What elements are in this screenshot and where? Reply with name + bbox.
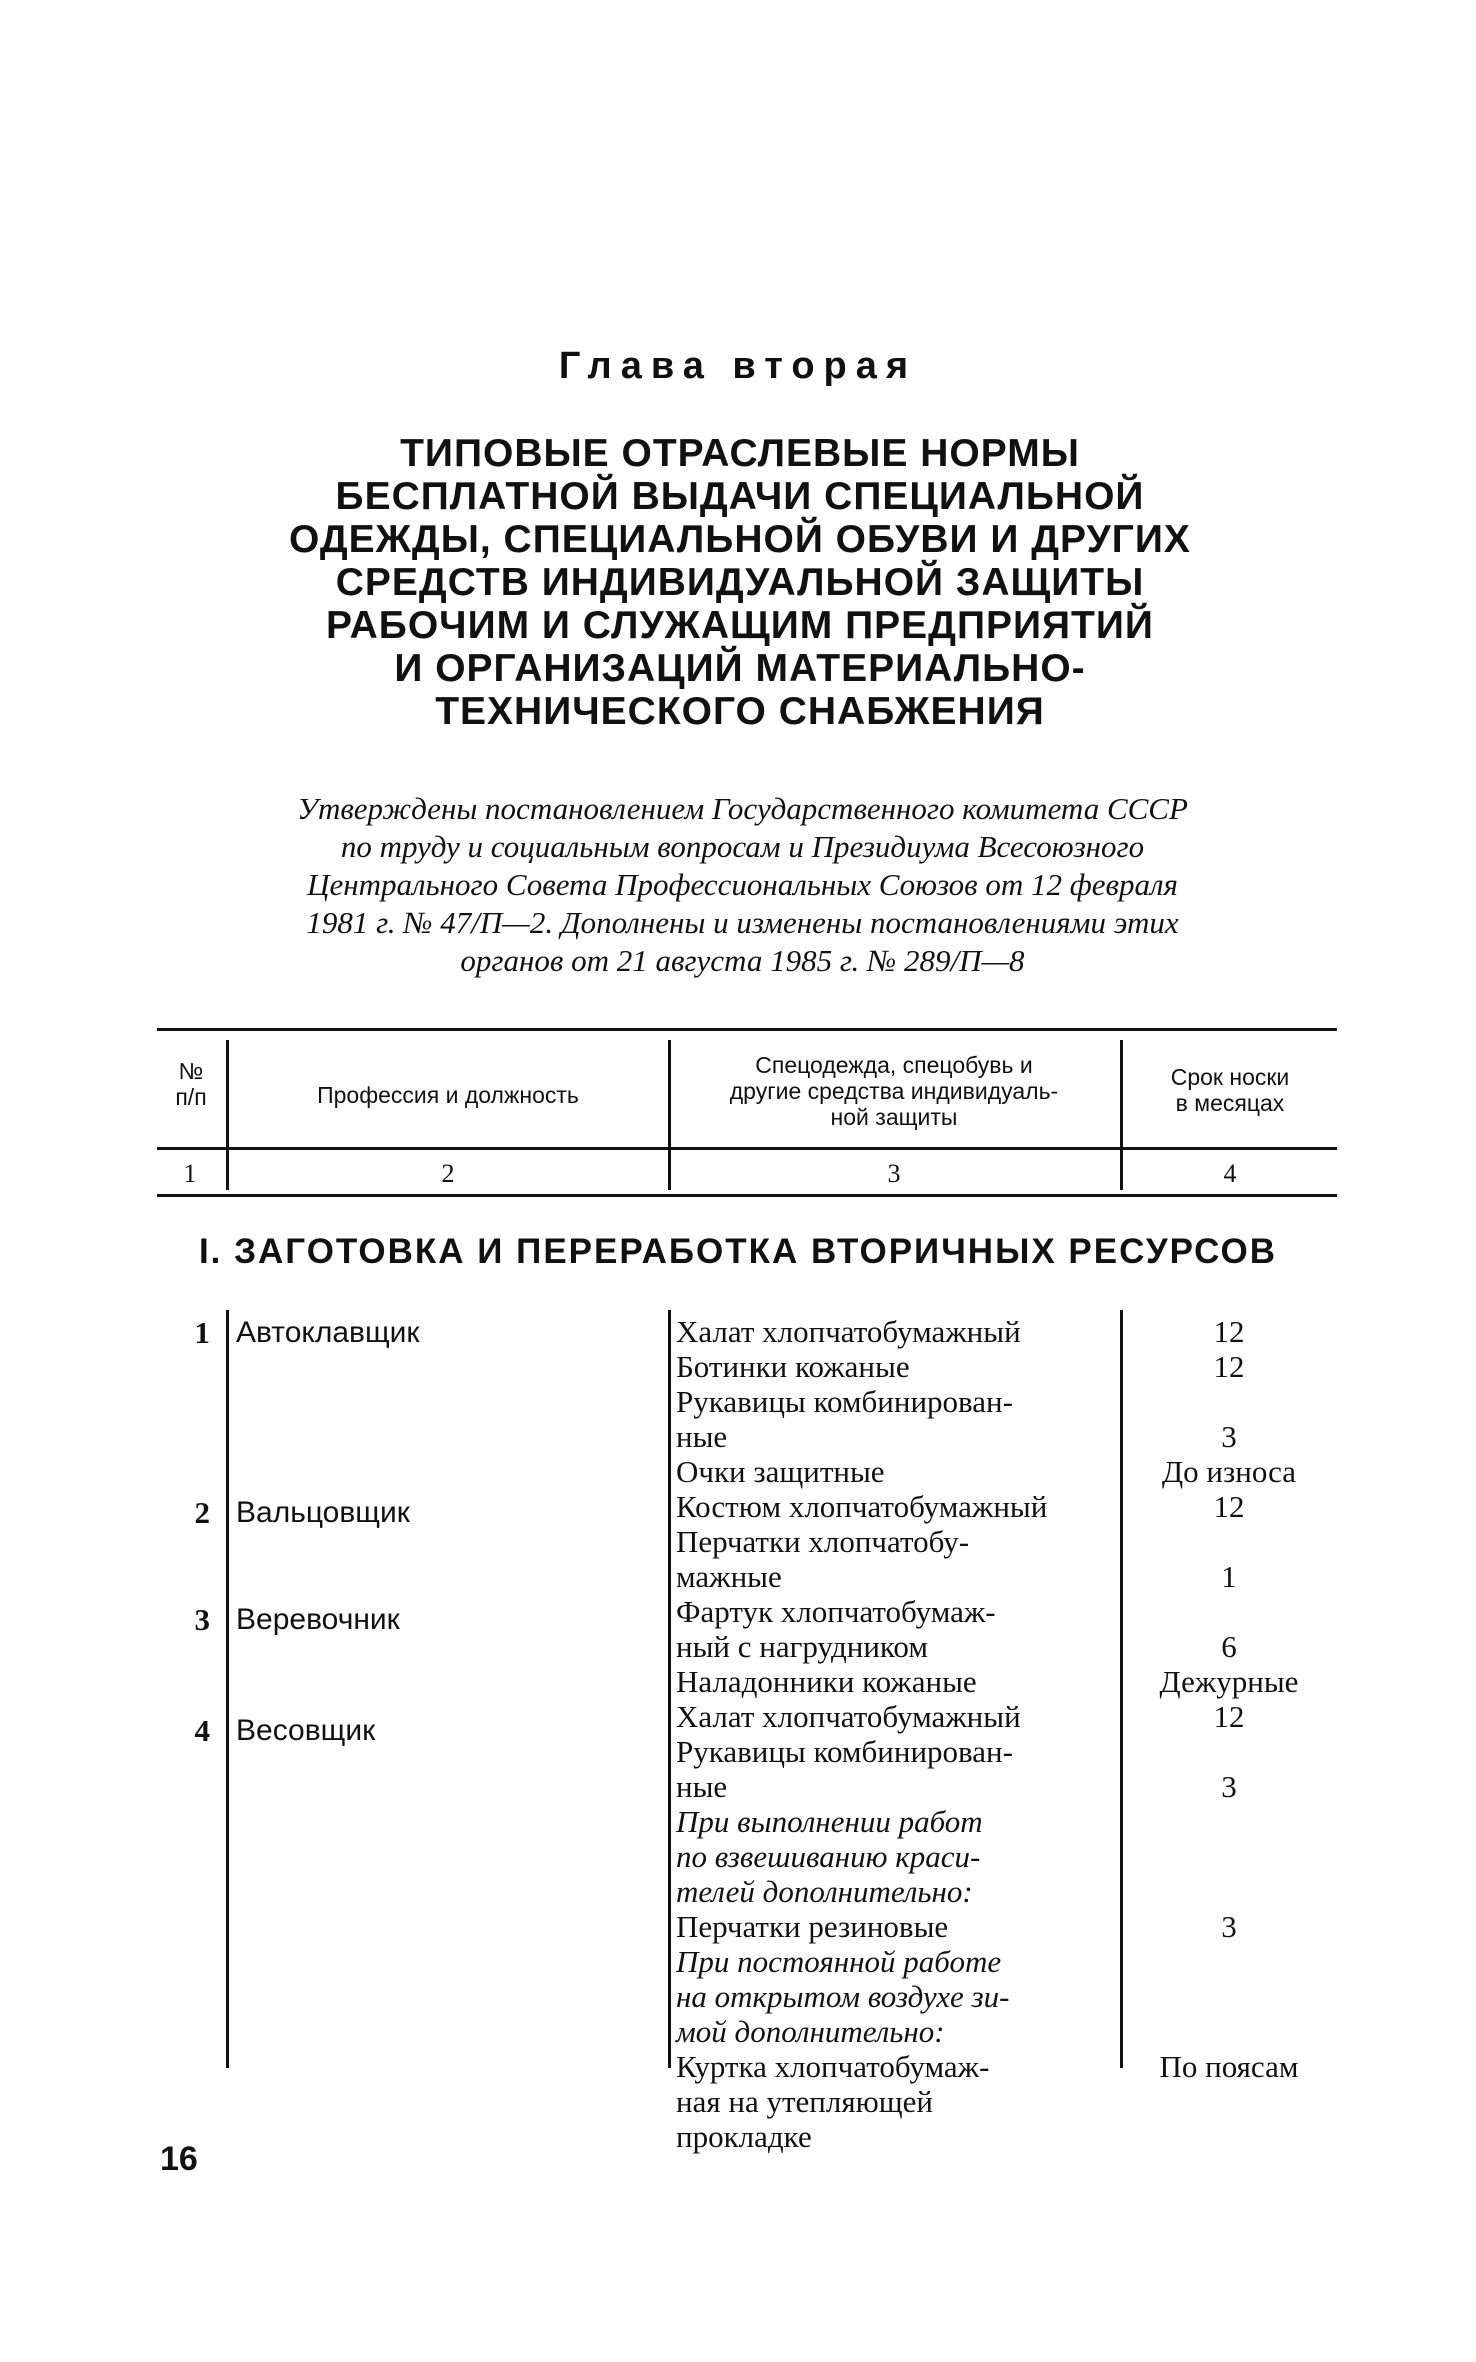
title-line: РАБОЧИМ И СЛУЖАЩИМ ПРЕДПРИЯТИЙ — [326, 604, 1154, 647]
body-divider — [1120, 1310, 1123, 2068]
equipment-item: мажные — [676, 1559, 782, 1594]
equipment-item: ная на утепляющей — [676, 2084, 933, 2119]
equipment-note: телей дополнительно: — [676, 1874, 973, 1909]
header-col-num-line: п/п — [175, 1084, 207, 1110]
approval-line: Центрального Совета Профессиональных Союзов от 12 февраля — [307, 867, 1178, 902]
wear-term: До износа — [1162, 1454, 1296, 1489]
equipment-note: мой дополнительно: — [676, 2014, 945, 2049]
equipment-list — [676, 1314, 1116, 2154]
page-number: 16 — [160, 2140, 198, 2178]
wear-term: 12 — [1213, 1489, 1245, 1524]
column-number: 2 — [441, 1159, 455, 1188]
wear-term: 3 — [1221, 1419, 1237, 1454]
profession: Автоклавщик — [236, 1316, 420, 1349]
approval-line: 1981 г. № 47/П—2. Дополнены и изменены постановлениями этих — [306, 905, 1179, 940]
wear-term: 12 — [1213, 1349, 1245, 1384]
row-number: 3 — [194, 1602, 210, 1637]
header-divider — [226, 1040, 229, 1190]
header-col-equipment-line: ной защиты — [830, 1104, 958, 1130]
header-divider — [1120, 1040, 1123, 1190]
row-number: 2 — [194, 1495, 210, 1530]
body-divider — [226, 1310, 229, 2068]
approval-line: Утверждены постановлением Государственного комитета СССР — [297, 791, 1188, 826]
profession: Весовщик — [236, 1714, 376, 1747]
column-number: 3 — [887, 1159, 901, 1188]
wear-term: 3 — [1221, 1909, 1237, 1944]
row-number: 4 — [194, 1713, 210, 1748]
equipment-item: Перчатки хлопчатобу- — [676, 1524, 970, 1559]
table-top-rule — [157, 1028, 1337, 1031]
wear-term: 12 — [1213, 1699, 1245, 1734]
wear-term: 1 — [1221, 1559, 1237, 1594]
table-numbers-rule — [157, 1194, 1337, 1197]
document-title — [150, 432, 1330, 733]
wear-term: По поясам — [1159, 2049, 1299, 2084]
equipment-item: ный с нагрудником — [676, 1629, 928, 1664]
equipment-note: на открытом воздухе зи- — [676, 1979, 1010, 2014]
equipment-item: Наладонники кожаные — [676, 1664, 977, 1699]
approval-line: по труду и социальным вопросам и Президиума Всесоюзного — [340, 829, 1145, 864]
header-col-num-line: № — [178, 1058, 204, 1084]
equipment-item: Халат хлопчатобумажный — [676, 1699, 1021, 1734]
equipment-item: Фартук хлопчатобумаж- — [676, 1594, 996, 1629]
equipment-item: Рукавицы комбинирован- — [676, 1384, 1013, 1419]
equipment-item: ные — [676, 1419, 728, 1454]
title-line: ТЕХНИЧЕСКОГО СНАБЖЕНИЯ — [435, 690, 1045, 733]
equipment-note: При постоянной работе — [676, 1944, 1002, 1979]
equipment-item: Рукавицы комбинирован- — [676, 1734, 1013, 1769]
profession: Вальцовщик — [236, 1496, 410, 1529]
header-divider — [668, 1040, 671, 1190]
approval-line: органов от 21 августа 1985 г. № 289/П—8 — [460, 943, 1025, 978]
title-line: ОДЕЖДЫ, СПЕЦИАЛЬНОЙ ОБУВИ И ДРУГИХ — [289, 518, 1191, 561]
header-col-equipment-line: другие средства индивидуаль- — [729, 1078, 1059, 1104]
header-col-equipment — [672, 1052, 1116, 1130]
column-number: 1 — [183, 1159, 197, 1188]
equipment-item: Перчатки резиновые — [676, 1909, 949, 1944]
title-line: БЕСПЛАТНОЙ ВЫДАЧИ СПЕЦИАЛЬНОЙ — [335, 475, 1145, 518]
equipment-item: Костюм хлопчатобумажный — [676, 1489, 1048, 1524]
approval-note — [180, 790, 1305, 980]
chapter-heading: Глава вторая — [558, 345, 918, 387]
column-number: 4 — [1223, 1159, 1237, 1188]
equipment-note: по взвешиванию краси- — [676, 1839, 981, 1874]
equipment-item: Халат хлопчатобумажный — [676, 1314, 1021, 1349]
equipment-item: Ботинки кожаные — [676, 1349, 910, 1384]
title-line: И ОРГАНИЗАЦИЙ МАТЕРИАЛЬНО- — [394, 647, 1086, 690]
header-col-equipment-line: Спецодежда, спецобувь и — [755, 1052, 1033, 1078]
title-line: ТИПОВЫЕ ОТРАСЛЕВЫЕ НОРМЫ — [400, 432, 1080, 475]
header-col-profession: Профессия и должность — [317, 1082, 579, 1108]
header-col-term-line: в месяцах — [1175, 1090, 1285, 1116]
header-col-term-line: Срок носки — [1170, 1064, 1290, 1090]
profession: Веревочник — [236, 1603, 400, 1636]
equipment-note: При выполнении работ — [676, 1804, 983, 1839]
wear-term: Дежурные — [1159, 1664, 1299, 1699]
wear-term: 3 — [1221, 1769, 1237, 1804]
equipment-item: Куртка хлопчатобумаж- — [676, 2049, 990, 2084]
row-number: 1 — [194, 1315, 210, 1350]
title-line: СРЕДСТВ ИНДИВИДУАЛЬНОЙ ЗАЩИТЫ — [335, 561, 1145, 604]
section-title: I. ЗАГОТОВКА И ПЕРЕРАБОТКА ВТОРИЧНЫХ РЕСУРСОВ — [198, 1232, 1278, 1271]
header-col-num — [160, 1058, 222, 1110]
header-col-term — [1124, 1064, 1336, 1116]
body-divider — [668, 1310, 671, 2068]
wear-term: 6 — [1221, 1629, 1237, 1664]
equipment-item: прокладке — [676, 2119, 812, 2154]
wear-term: 12 — [1213, 1314, 1245, 1349]
table-header-rule — [157, 1147, 1337, 1150]
equipment-item: ные — [676, 1769, 728, 1804]
equipment-item: Очки защитные — [676, 1454, 885, 1489]
